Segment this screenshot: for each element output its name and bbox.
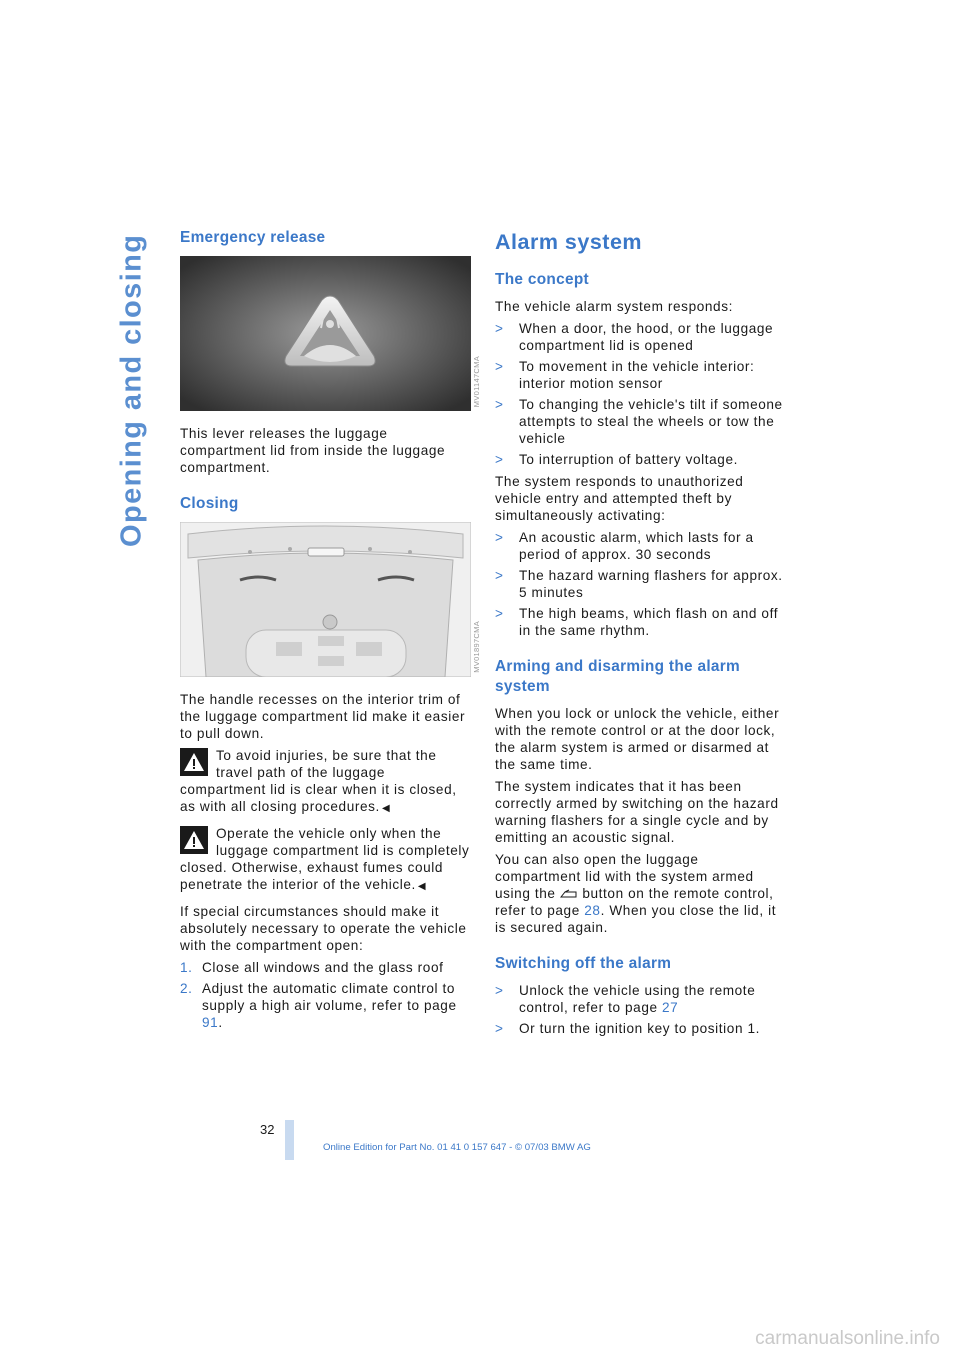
activates-list xyxy=(495,529,787,639)
footer-edition-text: Online Edition for Part No. 01 41 0 157 647 - © 07/03 BMW AG xyxy=(323,1142,591,1153)
bullet-text: To interruption of battery voltage. xyxy=(519,452,738,467)
step-text: Adjust the automatic climate control to supply a high air volume, refer to page xyxy=(202,981,457,1013)
page-link-27[interactable]: 27 xyxy=(662,1000,679,1015)
bullet-mark: > xyxy=(495,530,504,545)
page-link-28[interactable]: 28 xyxy=(584,903,601,918)
warning-text: Operate the vehicle only when the luggage compartment lid is completely closed. Otherwise, exhaust fumes could penetrate the interior of the vehicle. xyxy=(180,826,470,892)
list-item xyxy=(180,980,472,1031)
arming-heading: Arming and disarming the alarm system xyxy=(495,658,741,695)
text-part: You can also open the luggage compartment lid with the system armed using the xyxy=(495,852,754,901)
bullet-text: An acoustic alarm, which lasts for a period of approx. 30 seconds xyxy=(519,530,754,562)
responds-list xyxy=(495,320,787,468)
list-item xyxy=(495,605,787,639)
bullet-text: To movement in the vehicle interior: interior motion sensor xyxy=(519,359,755,391)
emergency-lever-illustration xyxy=(180,256,471,411)
warning-note-injury xyxy=(180,747,472,817)
end-mark: ◀ xyxy=(417,881,427,892)
bullet-mark: > xyxy=(495,983,504,998)
bullet-mark: > xyxy=(495,321,504,336)
emergency-release-text: This lever releases the luggage compartment lid from inside the luggage compartment. xyxy=(180,426,446,475)
warning-triangle-icon xyxy=(180,748,208,776)
text-part: . When you close the lid, it is secured again. xyxy=(495,903,777,935)
list-item xyxy=(495,358,787,392)
steps-list xyxy=(180,959,472,1031)
special-circumstances-text: If special circumstances should make it absolutely necessary to operate the vehicle with the compartment open: xyxy=(180,904,467,953)
warning-note-exhaust xyxy=(180,825,472,895)
arming-text-1: When you lock or unlock the vehicle, either with the remote control or at the door lock, the alarm system is armed or disarmed at the same time. xyxy=(495,706,780,772)
bullet-mark: > xyxy=(495,359,504,374)
page-number: 32 xyxy=(260,1122,275,1137)
switching-list xyxy=(495,982,787,1037)
list-item xyxy=(495,529,787,563)
bullet-text: Unlock the vehicle using the remote control, refer to page xyxy=(519,983,756,1015)
emergency-release-heading: Emergency release xyxy=(180,229,326,246)
bullet-mark: > xyxy=(495,397,504,412)
list-item xyxy=(495,1020,787,1037)
closing-heading: Closing xyxy=(180,495,239,512)
end-mark: ◀ xyxy=(381,803,391,814)
concept-intro: The vehicle alarm system responds: xyxy=(495,299,733,314)
bullet-text: To changing the vehicle's tilt if someone attempts to steal the wheels or tow the vehicle xyxy=(519,397,783,446)
step-text-end: . xyxy=(218,1015,223,1030)
list-item xyxy=(495,320,787,354)
bullet-text: The high beams, which flash on and off in the same rhythm. xyxy=(519,606,779,638)
list-item xyxy=(495,396,787,447)
warning-text: To avoid injuries, be sure that the travel path of the luggage compartment lid is clear when it is closed, as with all closing procedures. xyxy=(180,748,457,814)
text-part: button on the remote control, refer to page xyxy=(495,886,774,918)
concept-heading: The concept xyxy=(495,271,589,288)
list-item xyxy=(180,959,472,976)
closing-text: The handle recesses on the interior trim of the luggage compartment lid make it easier to pull down. xyxy=(180,692,466,741)
arming-text-3 xyxy=(495,851,787,936)
list-item xyxy=(495,982,787,1016)
responds-text: The system responds to unauthorized vehicle entry and attempted theft by simultaneously activating: xyxy=(495,474,744,523)
bullet-text: The hazard warning flashers for approx. 5 minutes xyxy=(519,568,783,600)
luggage-lid-illustration xyxy=(180,522,471,677)
chapter-title: Opening and closing xyxy=(115,233,148,547)
alarm-system-title: Alarm system xyxy=(495,230,643,254)
figure-code: MV01147CMA xyxy=(472,355,481,407)
switching-off-heading: Switching off the alarm xyxy=(495,955,672,972)
bullet-text: Or turn the ignition key to position 1. xyxy=(519,1021,761,1036)
closing-figure xyxy=(180,522,481,677)
bullet-mark: > xyxy=(495,1021,504,1036)
step-number: 2. xyxy=(180,981,193,996)
watermark: carmanualsonline.info xyxy=(755,1328,940,1349)
bullet-text: When a door, the hood, or the luggage compartment lid is opened xyxy=(519,321,774,353)
left-column xyxy=(180,228,481,1035)
emergency-release-figure xyxy=(180,256,481,411)
trunk-button-icon xyxy=(560,889,578,899)
footer-accent-bar xyxy=(285,1120,294,1160)
list-item xyxy=(495,567,787,601)
bullet-mark: > xyxy=(495,568,504,583)
arming-text-2: The system indicates that it has been correctly armed by switching on the hazard warning flashers for a single cycle and by emitting an acoustic signal. xyxy=(495,779,779,845)
page-link-91[interactable]: 91 xyxy=(202,1015,219,1030)
step-text: Close all windows and the glass roof xyxy=(202,960,444,975)
warning-triangle-icon xyxy=(180,826,208,854)
bullet-mark: > xyxy=(495,452,504,467)
figure-code: MV01897CMA xyxy=(472,621,481,673)
list-item xyxy=(495,451,787,468)
bullet-mark: > xyxy=(495,606,504,621)
step-number: 1. xyxy=(180,960,193,975)
right-column xyxy=(495,228,787,1042)
